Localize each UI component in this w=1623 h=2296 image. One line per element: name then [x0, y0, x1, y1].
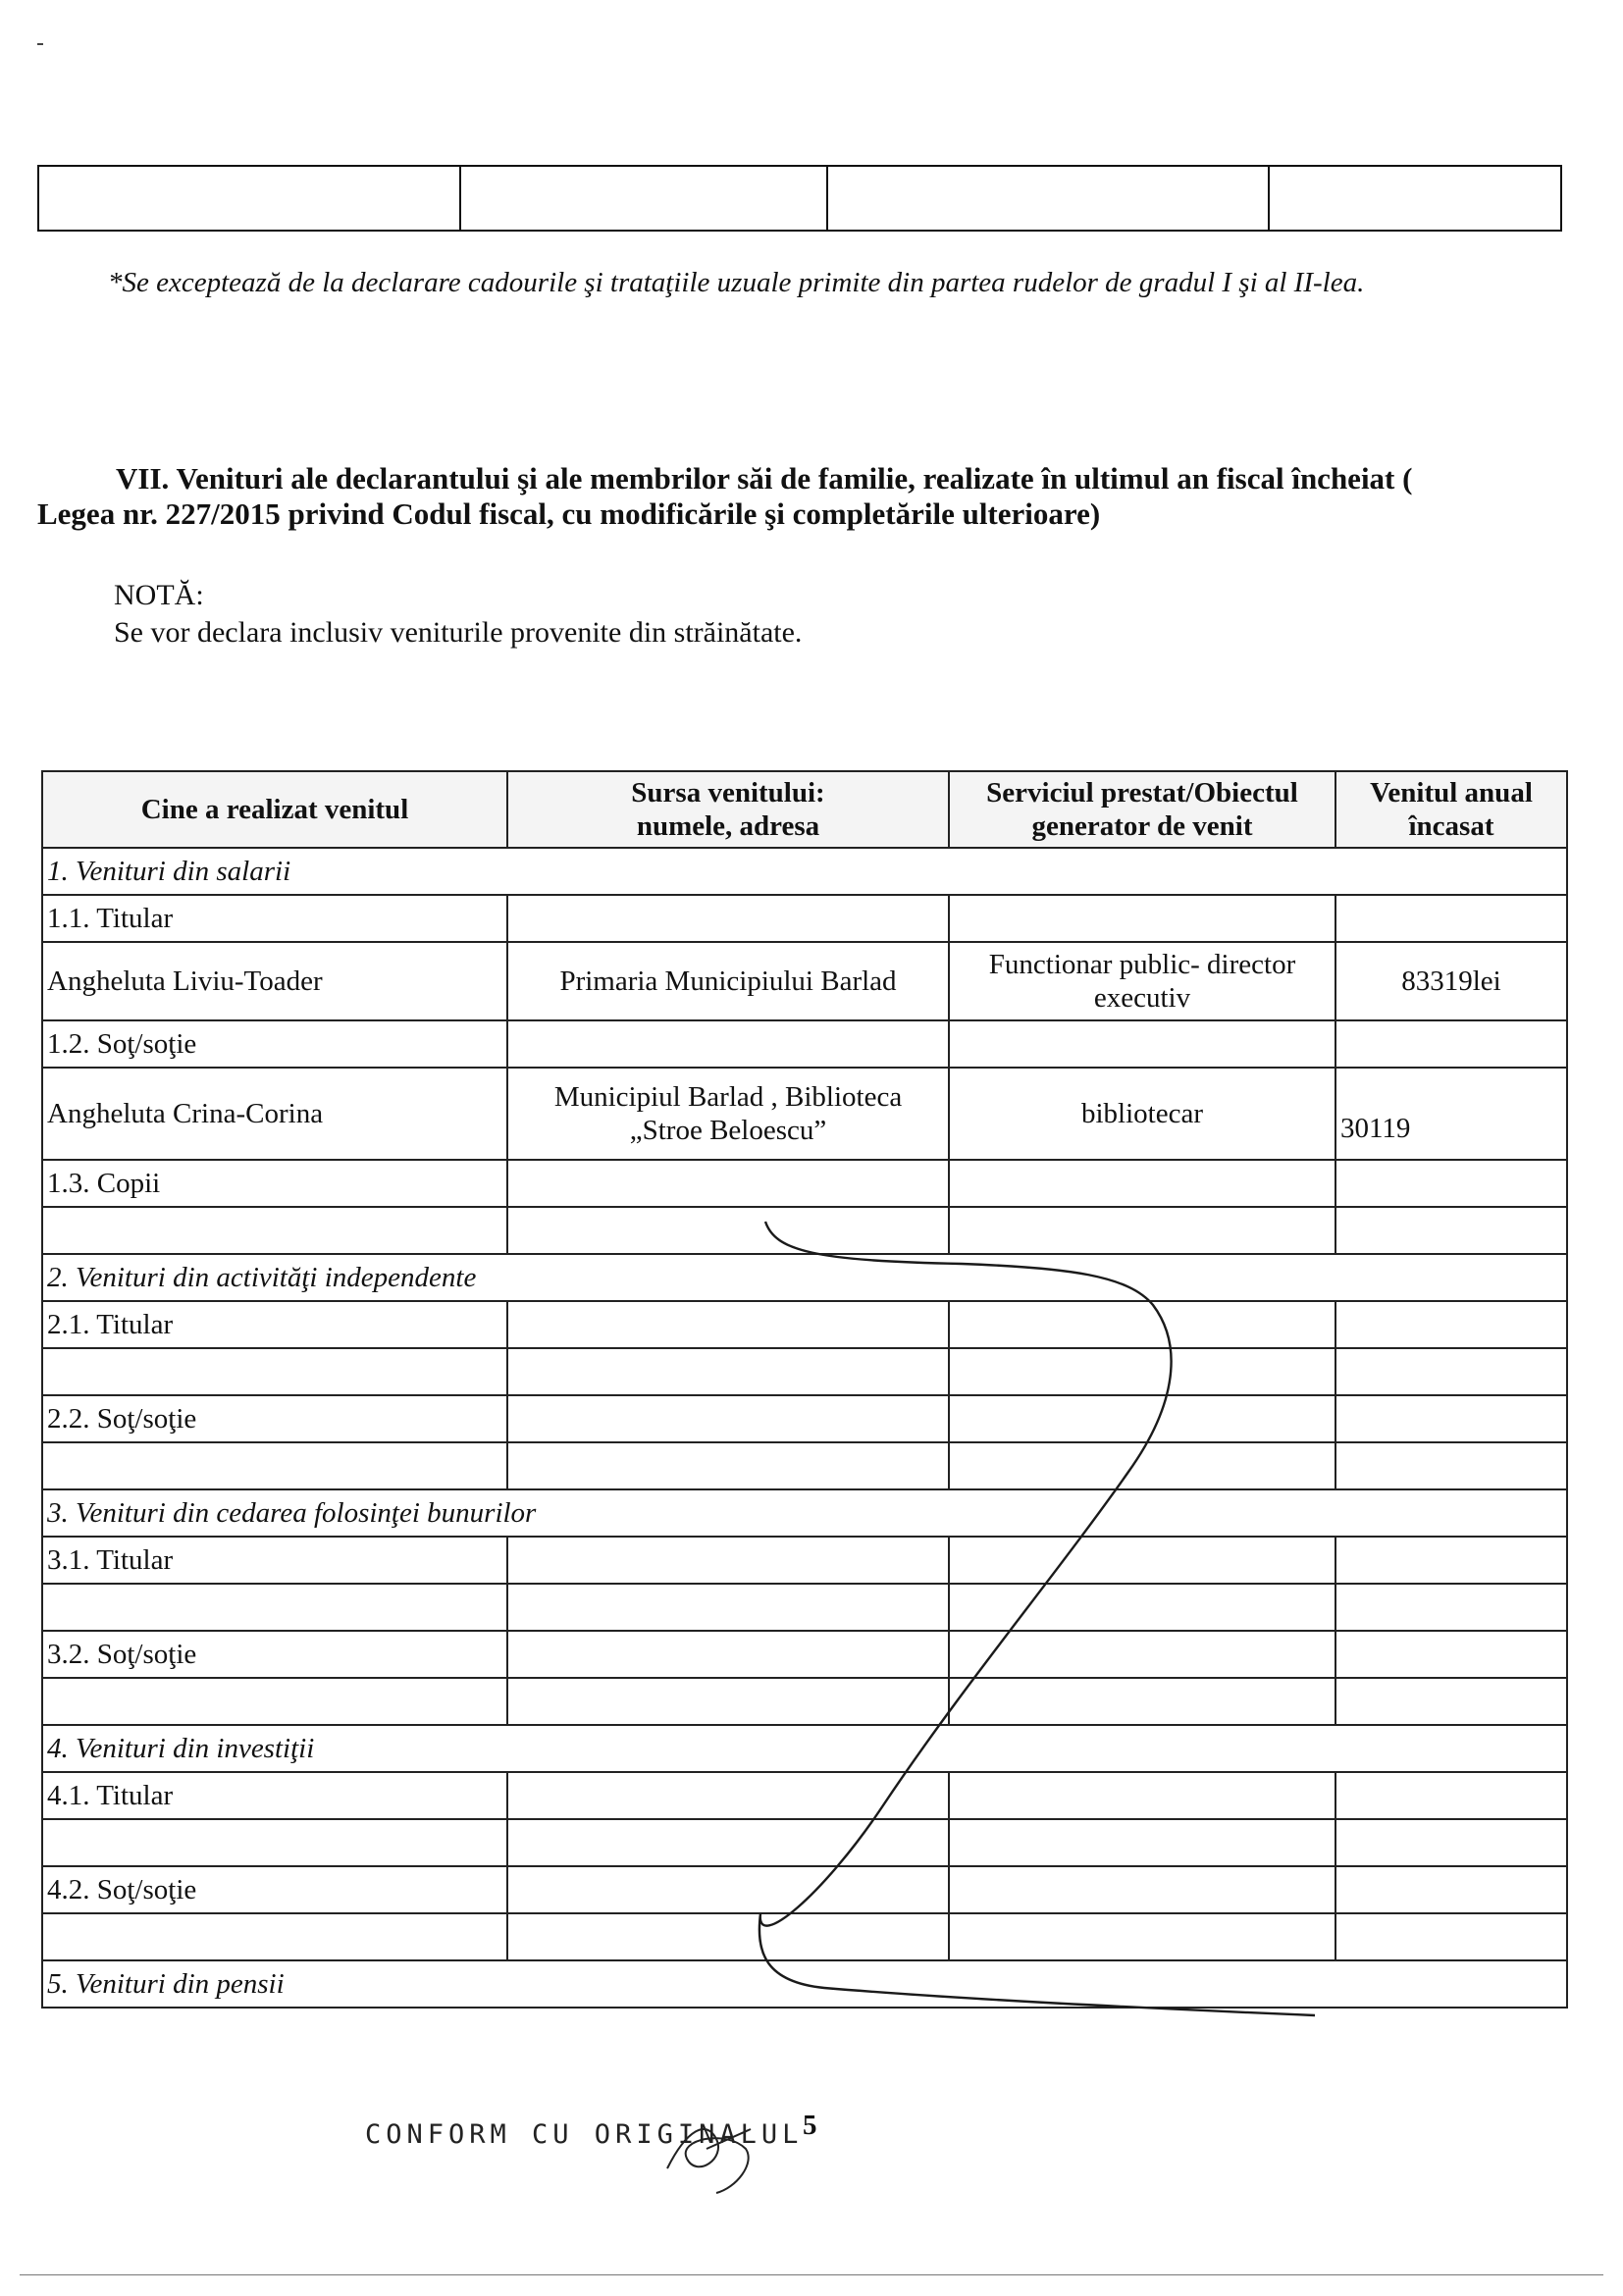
subsection-label: 2.1. Titular	[42, 1301, 507, 1348]
spouse-income: 30119	[1335, 1068, 1567, 1160]
section-title-line2: Legea nr. 227/2015 privind Codul fiscal, cu modificările şi completările ulterioare)	[37, 496, 1101, 531]
titular-name: Angheluta Liviu-Toader	[42, 942, 507, 1020]
subsection-label: 2.2. Soţ/soţie	[42, 1395, 507, 1442]
subsection-label: 1.3. Copii	[42, 1160, 507, 1207]
subsection-label: 4.2. Soţ/soţie	[42, 1866, 507, 1913]
page-number: 5	[803, 2110, 817, 2141]
section-investments: 4. Venituri din investiţii	[42, 1725, 1567, 1772]
titular-income: 83319lei	[1335, 942, 1567, 1020]
header-source-line1: Sursa venitului:	[631, 777, 825, 809]
header-income-line1: Venitul anual	[1370, 777, 1533, 809]
section-salaries: 1. Venituri din salarii	[42, 848, 1567, 895]
spouse-source-line2: „Stroe Beloescu”	[629, 1115, 827, 1146]
header-source-line2: numele, adresa	[636, 810, 820, 842]
header-who: Cine a realizat venitul	[42, 771, 507, 848]
gifts-footnote: *Se exceptează de la declarare cadourile şi trataţiile uzuale primite din partea rudelor de gradul I şi al II-lea.	[108, 267, 1365, 298]
header-service-line2: generator de venit	[1031, 810, 1253, 842]
subsection-label: 3.1. Titular	[42, 1537, 507, 1584]
header-income-line2: încasat	[1408, 810, 1494, 842]
section-pensions: 5. Venituri din pensii	[42, 1960, 1567, 2008]
titular-service-line2: executiv	[1093, 982, 1191, 1014]
header-service-line1: Serviciul prestat/Obiectul	[986, 777, 1298, 809]
titular-service-line1: Functionar public- director	[988, 949, 1296, 980]
page-bottom-rule	[20, 2274, 1603, 2275]
nota-text: Se vor declara inclusiv veniturile provenite din străinătate.	[114, 616, 803, 649]
titular-source: Primaria Municipiului Barlad	[507, 942, 949, 1020]
section-independent: 2. Venituri din activităţi independente	[42, 1254, 1567, 1301]
spouse-name: Angheluta Crina-Corina	[42, 1068, 507, 1160]
subsection-label: 4.1. Titular	[42, 1772, 507, 1819]
nota-label: NOTĂ:	[114, 579, 204, 611]
subsection-label: 1.1. Titular	[42, 895, 507, 942]
section-title-line1: VII. Venituri ale declarantului şi ale membrilor săi de familie, realizate în ultimul an fiscal încheiat (	[116, 461, 1413, 496]
section-property-use: 3. Venituri din cedarea folosinţei bunurilor	[42, 1489, 1567, 1537]
signature-mark	[657, 2110, 765, 2198]
subsection-label: 3.2. Soţ/soţie	[42, 1631, 507, 1678]
spouse-service: bibliotecar	[949, 1068, 1335, 1160]
subsection-label: 1.2. Soţ/soţie	[42, 1020, 507, 1068]
conform-stamp: CONFORM CU ORIGINALUL	[365, 2119, 804, 2150]
spouse-source-line1: Municipiul Barlad , Biblioteca	[553, 1081, 903, 1113]
